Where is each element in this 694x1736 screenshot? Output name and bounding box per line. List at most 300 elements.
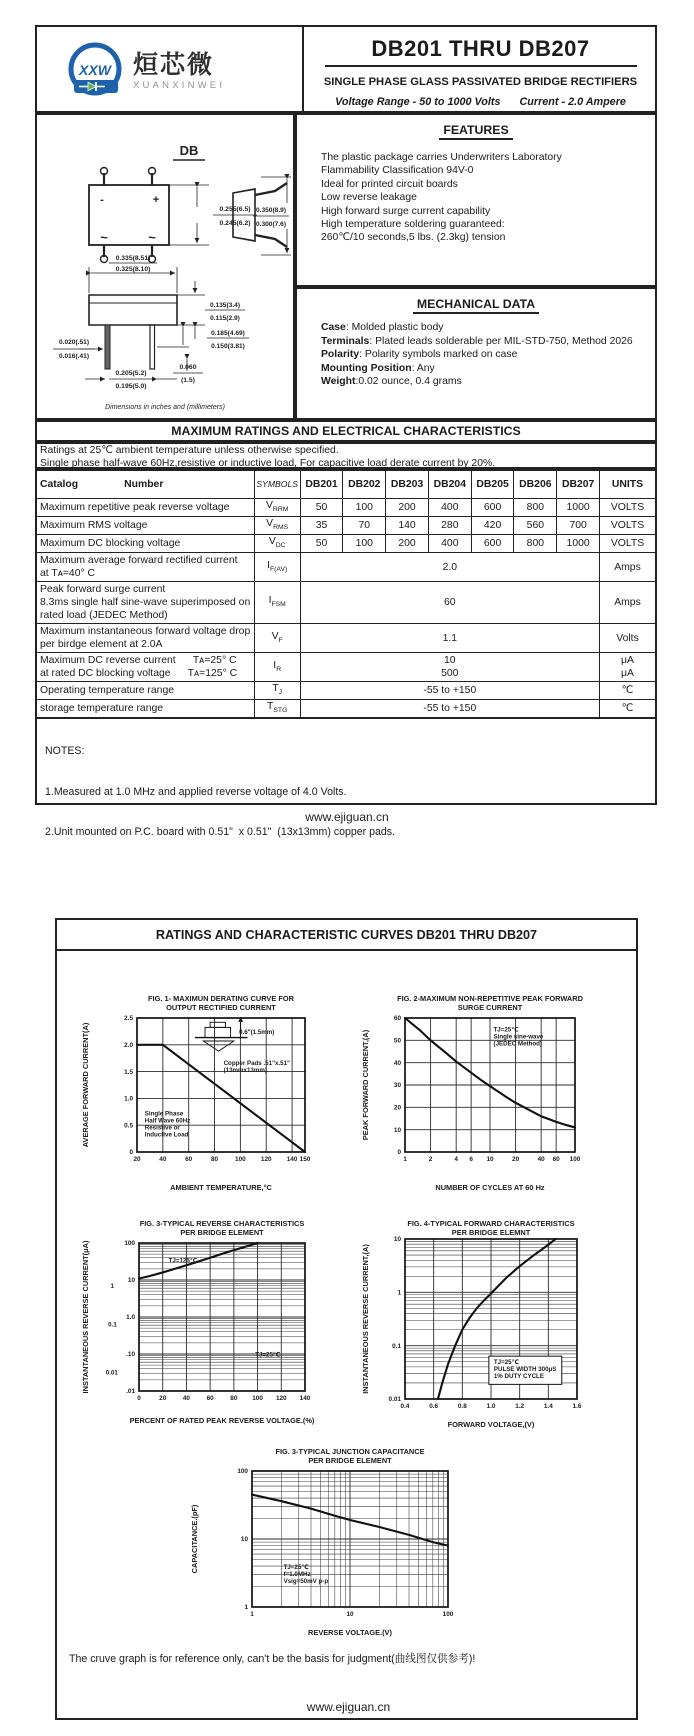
- x-tick-label: 100: [569, 1156, 581, 1163]
- chart-title: FIG. 2-MAXIMUM NON-REPETITIVE PEAK FORWARD: [397, 994, 583, 1003]
- y-tick-label: 2.0: [124, 1042, 133, 1049]
- mech-item-label: Polarity: [321, 349, 360, 361]
- annotation: Vsig=50mV p-p: [283, 1578, 329, 1586]
- x-tick-label: 20: [133, 1156, 141, 1163]
- annotation: Single Phase: [144, 1110, 184, 1118]
- x-tick-label: 1.6: [572, 1403, 582, 1410]
- row-value: 420: [471, 517, 514, 535]
- row-description-line: at Tᴀ=40° C: [40, 568, 96, 580]
- mech-item: [321, 321, 645, 335]
- row-description: [36, 582, 254, 624]
- x-tick-label: 120: [275, 1395, 287, 1402]
- row-symbol-sub: DC: [275, 542, 286, 550]
- dim-height-lines: [169, 185, 257, 245]
- x-tick-label: 1: [403, 1156, 407, 1163]
- curves-title-bar: [57, 920, 636, 951]
- notes-block: [37, 712, 652, 853]
- row-symbol-sub: F(AV): [270, 565, 288, 573]
- doc-subtitle: SINGLE PHASE GLASS PASSIVATED BRIDGE RECTIFIERS: [323, 76, 638, 88]
- y-tick-label: .01: [126, 1388, 135, 1396]
- row-description: [36, 535, 254, 553]
- row-description: [36, 624, 254, 653]
- row-description-line: Maximum repetitive peak reverse voltage: [40, 502, 230, 514]
- row-value-line: 2.0: [442, 561, 458, 573]
- row-value: 400: [428, 499, 471, 517]
- feature-line: Low reverse leakage: [321, 192, 417, 204]
- x-tick-label: 2: [428, 1156, 433, 1163]
- dim-depth-bot: 0.300(7.6): [255, 221, 287, 228]
- x-tick-label: 20: [159, 1395, 167, 1402]
- row-symbol: $V_F$: [254, 624, 300, 653]
- mech-item-label: Weight: [321, 376, 356, 388]
- row-symbol: $I_{F(AV)}$: [254, 553, 300, 582]
- mechanical-title: [297, 297, 655, 311]
- x-tick-label: 0.8: [457, 1403, 467, 1410]
- row-unit-line: Amps: [614, 597, 641, 609]
- feature-line: Ideal for printed circuit boards: [321, 178, 458, 190]
- row-symbol-sub: RRM: [272, 506, 289, 514]
- mech-item: [321, 375, 645, 389]
- header-symbols: SYMBOLS: [254, 470, 300, 499]
- voltage-range: Voltage Range - 50 to 1000 Volts: [335, 96, 501, 108]
- header-units: UNITS: [600, 470, 657, 499]
- row-symbol: $V_{DC}$: [254, 535, 300, 553]
- features-box: [295, 113, 657, 287]
- mech-item: [321, 348, 645, 362]
- chart-title: OUTPUT RECTIFIED CURRENT: [166, 1003, 276, 1012]
- annotation: Single sine-wave: [493, 1033, 544, 1041]
- dim-leaddia-top: 0.020(.51): [58, 339, 90, 346]
- y-tick-label: 0: [397, 1149, 401, 1157]
- row-symbol: $V_{RMS}$: [254, 517, 300, 535]
- mech-item-text: : Plated leads solderable per MIL-STD-750, Method 2026: [369, 335, 633, 347]
- annotation: 0.01: [105, 1369, 118, 1377]
- dim-height-bot: 0.245(6.2): [219, 220, 251, 227]
- table-row: [36, 682, 656, 700]
- annotation: PULSE WIDTH 300μS: [493, 1366, 557, 1374]
- header-catalog-number: [36, 470, 254, 499]
- row-value: 50: [300, 535, 343, 553]
- dim-leadlen-top: 0.185(4.69): [211, 330, 245, 337]
- fig3-reverse-chart: [75, 1215, 327, 1432]
- row-symbol: $I_R$: [254, 653, 300, 682]
- ratings-table: [35, 469, 657, 719]
- ac-mark-2: ~: [148, 230, 156, 245]
- row-symbol-sub: R: [276, 665, 282, 673]
- feature-line: High forward surge current capability: [321, 205, 491, 217]
- feature-line: 260℃/10 seconds,5 lbs. (2.3kg) tension: [321, 232, 506, 244]
- polarity-minus-mark: -: [100, 194, 104, 206]
- table-row: [36, 553, 656, 582]
- row-value-line: 500: [441, 668, 459, 680]
- fig5-capacitance-chart: [184, 1443, 514, 1644]
- fig3-svg: [75, 1215, 327, 1427]
- x-tick-label: 60: [206, 1395, 214, 1402]
- row-units: [600, 653, 657, 682]
- ratings-conditions-box: [35, 442, 657, 469]
- row-value: 1000: [557, 535, 600, 553]
- mech-item-text: : Molded plastic body: [345, 322, 444, 333]
- header-part: DB207: [557, 470, 600, 499]
- x-tick-label: 10: [486, 1156, 494, 1163]
- row-unit-line: Amps: [614, 561, 641, 573]
- table-header-row: [36, 470, 656, 499]
- row-value-line: 60: [444, 597, 456, 609]
- row-symbol-sub: F: [278, 636, 283, 644]
- row-value: 800: [514, 535, 557, 553]
- row-units: [600, 582, 657, 624]
- row-description-line: Maximum instantaneous forward voltage drop: [40, 626, 251, 638]
- row-symbol-sub: FSM: [271, 601, 286, 609]
- row-value: 700: [557, 517, 600, 535]
- x-tick-label: 1.4: [543, 1403, 553, 1410]
- site-url-2: www.ejiguan.cn: [306, 1700, 391, 1714]
- row-unit-line: VOLTS: [610, 502, 645, 514]
- row-units: [600, 517, 657, 535]
- mech-item-label: Terminals: [321, 335, 370, 347]
- row-unit-line: VOLTS: [610, 538, 645, 550]
- x-tick-label: 6: [469, 1156, 473, 1163]
- dim-width-bot: 0.325(8.10): [115, 266, 151, 273]
- header-box: [35, 25, 657, 113]
- row-unit-line: ℃: [621, 703, 634, 715]
- y-tick-label: 1.5: [124, 1068, 133, 1076]
- x-axis-label: REVERSE VOLTAGE.(V): [308, 1628, 392, 1637]
- site-url-1: www.ejiguan.cn: [305, 810, 389, 824]
- row-value-line: 1.1: [442, 632, 458, 644]
- x-axis-label: AMBIENT TEMPERATURE,°C: [170, 1183, 272, 1192]
- row-unit-line: μA: [621, 668, 634, 680]
- y-tick-label: 10: [393, 1236, 401, 1244]
- y-tick-label: 40: [393, 1059, 401, 1067]
- dim-standoff-bot: (1.5): [181, 377, 195, 384]
- row-description-line: Peak forward surge current: [40, 584, 166, 596]
- x-tick-label: 150: [299, 1156, 311, 1163]
- row-value: 70: [343, 517, 386, 535]
- mechanical-title-text: MECHANICAL DATA: [413, 297, 539, 314]
- table-row: [36, 535, 656, 553]
- logo-xxw-icon: [63, 39, 127, 103]
- annotation: TJ=25℃: [493, 1359, 520, 1367]
- row-value: 200: [386, 499, 429, 517]
- row-description: [36, 517, 254, 535]
- row-units: [600, 682, 657, 700]
- row-value: 200: [386, 535, 429, 553]
- row-description-line: storage temperature range: [40, 703, 164, 715]
- row-description-line: Maximum DC reverse current Tᴀ=25° C: [40, 655, 237, 667]
- chart-title: PER BRIDGE ELEMNT: [451, 1228, 531, 1237]
- row-description-line: Maximum RMS voltage: [40, 520, 148, 532]
- note-line-1: 1.Measured at 1.0 MHz and applied reverse voltage of 4.0 Volts.: [45, 785, 347, 798]
- y-tick-label: 100: [237, 1468, 248, 1476]
- y-tick-label: 30: [393, 1082, 401, 1090]
- row-value: 600: [471, 499, 514, 517]
- x-tick-label: 0: [137, 1395, 141, 1402]
- dim-bodyth-bot: 0.115(2.9): [210, 315, 240, 322]
- x-axis-label: FORWARD VOLTAGE,(V): [447, 1420, 535, 1429]
- header-part: DB202: [343, 470, 386, 499]
- x-tick-label: 1: [250, 1611, 254, 1618]
- feature-line: High temperature soldering guaranteed:: [321, 219, 505, 231]
- y-axis-label: INSTANTANEOUS REVERSE CURRENT(μA): [81, 1240, 90, 1394]
- row-value-line: -55 to +150: [423, 703, 477, 715]
- dim-leadlen-bot: 0.150(3.81): [211, 343, 245, 350]
- annotation: 1% DUTY CYCLE: [493, 1373, 544, 1381]
- row-unit-line: ℃: [621, 685, 634, 697]
- row-description: [36, 553, 254, 582]
- x-tick-label: 60: [552, 1156, 560, 1163]
- y-axis-label: AVERAGE FORWARD CURRENT(A): [81, 1022, 90, 1148]
- mech-item-text: :0.02 ounce, 0.4 grams: [355, 376, 462, 388]
- row-value-span: [300, 682, 599, 700]
- row-value: 35: [300, 517, 343, 535]
- mechanical-box: [295, 287, 657, 420]
- row-symbol: $T_J$: [254, 682, 300, 700]
- header-part: DB203: [386, 470, 429, 499]
- row-description-line: 8.3ms single half sine-wave superimposed on: [40, 597, 251, 609]
- row-units: [600, 624, 657, 653]
- y-tick-label: 0.01: [388, 1396, 401, 1404]
- curves-title: RATINGS AND CHARACTERISTIC CURVES DB201 THRU DB207: [155, 927, 538, 942]
- x-tick-label: 1.2: [515, 1403, 525, 1410]
- table-row: [36, 624, 656, 653]
- row-description-line: per birdge element at 2.0A: [40, 639, 163, 651]
- ac-mark-1: ~: [100, 230, 108, 245]
- row-description: [36, 682, 254, 700]
- row-value-span: [300, 624, 599, 653]
- x-tick-label: 40: [537, 1156, 545, 1163]
- package-caption: Dimensions in inches and (millimeters): [105, 404, 225, 411]
- chart-title: FIG. 1- MAXIMUN DERATING CURVE FOR: [148, 994, 294, 1003]
- doc-title: DB201 THRU DB207: [371, 36, 590, 61]
- notes-title: NOTES:: [45, 745, 85, 757]
- header-part: DB206: [514, 470, 557, 499]
- mech-item: [321, 362, 645, 376]
- annotation: 0.6"(1.5mm): [239, 1029, 275, 1037]
- mechanical-items: [321, 321, 645, 389]
- fig2-svg: [355, 990, 595, 1194]
- ratings-condition-1: Ratings at 25℃ ambient temperature unless otherwise specified.: [40, 445, 339, 456]
- x-tick-label: 1.0: [486, 1403, 496, 1410]
- features-title-text: FEATURES: [439, 123, 512, 140]
- row-value: 140: [386, 517, 429, 535]
- table-row: [36, 653, 656, 682]
- y-axis-label: INSTANTANEOUS REVERSE CURRENT,(A): [361, 1244, 370, 1394]
- y-tick-label: 10: [393, 1126, 401, 1134]
- x-tick-label: 100: [235, 1156, 246, 1163]
- x-axis-label: NUMBER OF CYCLES AT 60 Hz: [435, 1183, 545, 1192]
- x-tick-label: 10: [346, 1611, 354, 1618]
- row-value: 100: [343, 535, 386, 553]
- fig1-derating-chart: [75, 990, 327, 1199]
- ratings-title: MAXIMUM RATINGS AND ELECTRICAL CHARACTERISTICS: [171, 424, 521, 438]
- x-tick-label: 120: [260, 1156, 272, 1163]
- curves-sheet: [55, 918, 638, 1720]
- row-symbol: $V_{RRM}$: [254, 499, 300, 517]
- header-part: DB204: [428, 470, 471, 499]
- y-tick-label: 0.1: [392, 1342, 401, 1350]
- row-unit-line: μA: [621, 655, 634, 667]
- y-tick-label: 1.0: [124, 1095, 133, 1103]
- annotation: (13mmx13mm): [223, 1067, 267, 1075]
- disclaimer: The cruve graph is for reference only, can't be the basis for judgment(曲线图仅供参考)!: [69, 1653, 476, 1665]
- row-symbol-sub: J: [278, 689, 283, 697]
- x-tick-label: 20: [512, 1156, 520, 1163]
- x-tick-label: 100: [442, 1611, 454, 1618]
- row-value: 280: [428, 517, 471, 535]
- row-value: 100: [343, 499, 386, 517]
- mech-item-label: Mounting Position: [321, 362, 412, 374]
- annotation: Resistive or: [144, 1124, 180, 1132]
- row-description-line: Maximum average forward rectified current: [40, 555, 238, 567]
- x-tick-label: 0.6: [429, 1403, 439, 1410]
- mech-item: [321, 335, 645, 349]
- x-tick-label: 4: [454, 1156, 458, 1163]
- row-units: [600, 499, 657, 517]
- annotation: (JEDEC Method): [493, 1040, 542, 1048]
- y-axis-label: PEAK FORWARD CURRENT,(A): [361, 1029, 370, 1141]
- package-name: DB: [179, 143, 199, 158]
- row-symbol: $T_{STG}$: [254, 700, 300, 719]
- dim-height-top: 0.255(6.5): [219, 206, 251, 213]
- dim-width-top: 0.335(8.51): [115, 255, 151, 262]
- row-symbol-sub: RMS: [273, 524, 289, 532]
- y-tick-label: 2.5: [124, 1015, 133, 1023]
- y-tick-label: 1: [244, 1604, 248, 1612]
- ratings-title-band: [35, 420, 657, 442]
- y-tick-label: 0.5: [124, 1122, 133, 1130]
- feature-line: The plastic package carries Underwriters Laboratory: [321, 152, 562, 163]
- table-row: [36, 517, 656, 535]
- y-tick-label: 0: [129, 1149, 133, 1157]
- features-lines: [321, 151, 647, 245]
- x-tick-label: 40: [159, 1156, 167, 1163]
- y-tick-label: 10: [240, 1536, 248, 1544]
- annotation: 1: [110, 1283, 114, 1291]
- fig4-forward-chart: [355, 1215, 595, 1436]
- row-value: 600: [471, 535, 514, 553]
- y-tick-label: 60: [393, 1015, 401, 1023]
- y-tick-label: 10: [127, 1277, 135, 1285]
- table-row: [36, 582, 656, 624]
- x-tick-label: 140: [299, 1395, 311, 1402]
- annotation: 0.1: [108, 1321, 117, 1329]
- row-value-span: [300, 582, 599, 624]
- mech-item-label: Case: [321, 322, 346, 333]
- annotation: TJ=25℃: [493, 1026, 519, 1034]
- fig4-svg: [355, 1215, 595, 1431]
- mech-item-text: : Polarity symbols marked on case: [359, 349, 518, 361]
- dim-bodyth-top: 0.135(3.4): [209, 302, 241, 309]
- brand-en: XUANXINWEI: [133, 79, 226, 91]
- header-catalog: Catalog: [40, 478, 79, 490]
- y-tick-label: 50: [393, 1037, 401, 1045]
- chart-title: FIG. 3-TYPICAL JUNCTION CAPACITANCE: [275, 1447, 425, 1456]
- fig2-surge-chart: [355, 990, 595, 1199]
- row-units: [600, 535, 657, 553]
- x-tick-label: 100: [252, 1395, 263, 1402]
- brand-cn: 烜芯微: [133, 50, 215, 79]
- logo-monogram: XXW: [79, 62, 111, 78]
- y-tick-label: 100: [124, 1240, 135, 1248]
- data-curve: [139, 1243, 258, 1278]
- chart-title: PER BRIDGE ELEMENT: [308, 1456, 392, 1465]
- dim-pitch-top: 0.205(5.2): [115, 370, 147, 377]
- row-symbol: $I_{FSM}$: [254, 582, 300, 624]
- row-units: [600, 553, 657, 582]
- current-rating: Current - 2.0 Ampere: [519, 96, 626, 108]
- x-tick-label: 60: [185, 1156, 193, 1163]
- header-number: Number: [124, 478, 164, 490]
- title-underline: [325, 65, 637, 67]
- row-value-span: [300, 553, 599, 582]
- polarity-plus-mark: +: [152, 194, 160, 206]
- row-value: 400: [428, 535, 471, 553]
- y-tick-label: 1: [397, 1289, 401, 1297]
- fig1-svg: [75, 990, 327, 1194]
- annotation: Copper Pads .51"x.51": [223, 1060, 290, 1068]
- x-axis-label: PERCENT OF RATED PEAK REVERSE VOLTAGE.(%): [129, 1416, 315, 1425]
- dim-standoff-top: 0.060: [179, 364, 197, 371]
- x-tick-label: 0.4: [400, 1403, 410, 1410]
- fig5-svg: [184, 1443, 514, 1639]
- x-tick-label: 40: [182, 1395, 190, 1402]
- chart-title: FIG. 3-TYPICAL REVERSE CHARACTERISTICS: [139, 1219, 305, 1228]
- row-description-line: at rated DC blocking voltage Tᴀ=125° C: [40, 668, 238, 680]
- row-value-span: [300, 653, 599, 682]
- feature-line: Flammability Classification 94V-0: [321, 165, 474, 177]
- features-title: [297, 123, 655, 137]
- annotation: Inductive Load: [144, 1131, 189, 1139]
- annotation: TJ=125℃: [168, 1257, 198, 1265]
- row-symbol-sub: STG: [273, 707, 288, 715]
- row-description: [36, 653, 254, 682]
- row-description-line: Operating temperature range: [40, 685, 175, 697]
- row-description-line: Maximum DC blocking voltage: [40, 538, 181, 550]
- y-tick-label: 20: [393, 1104, 401, 1112]
- y-axis-label: CAPACITANCE.(pF): [190, 1504, 199, 1574]
- row-value: 800: [514, 499, 557, 517]
- dim-leaddia-bot: 0.016(.41): [58, 353, 90, 360]
- front-view: [89, 168, 169, 263]
- chart-title: PER BRIDGE ELEMENT: [180, 1228, 264, 1237]
- row-value: 1000: [557, 499, 600, 517]
- ratings-condition-2: Single phase half-wave 60Hz,resistive or inductive load, For capacitive load derate current by 20%.: [40, 457, 496, 469]
- dim-pitch-bot: 0.195(5.0): [115, 383, 147, 390]
- x-tick-label: 80: [230, 1395, 238, 1402]
- package-diagram: [37, 115, 293, 417]
- row-value-line: 10: [444, 655, 456, 667]
- package-outline-box: [35, 113, 295, 420]
- chart-title: SURGE CURRENT: [457, 1003, 523, 1012]
- annotation: Half Wave 60Hz: [144, 1117, 191, 1125]
- annotation: TJ=25℃: [283, 1564, 309, 1572]
- x-tick-label: 140: [286, 1156, 298, 1163]
- x-tick-label: 80: [210, 1156, 219, 1163]
- chart-title: FIG. 4-TYPICAL FORWARD CHARACTERISTICS: [407, 1219, 575, 1228]
- dim-depth-top: 0.350(8.9): [255, 207, 287, 214]
- row-description-line: rated load (JEDEC Method): [40, 610, 168, 622]
- logo: [63, 38, 293, 104]
- row-value: 50: [300, 499, 343, 517]
- header-part: DB205: [471, 470, 514, 499]
- annotation: TJ=25℃: [255, 1351, 281, 1359]
- row-value: 560: [514, 517, 557, 535]
- header-part: DB201: [300, 470, 343, 499]
- mech-item-text: : Any: [411, 362, 435, 374]
- row-unit-line: Volts: [616, 632, 639, 644]
- annotation: f=1.0MHz: [283, 1571, 311, 1579]
